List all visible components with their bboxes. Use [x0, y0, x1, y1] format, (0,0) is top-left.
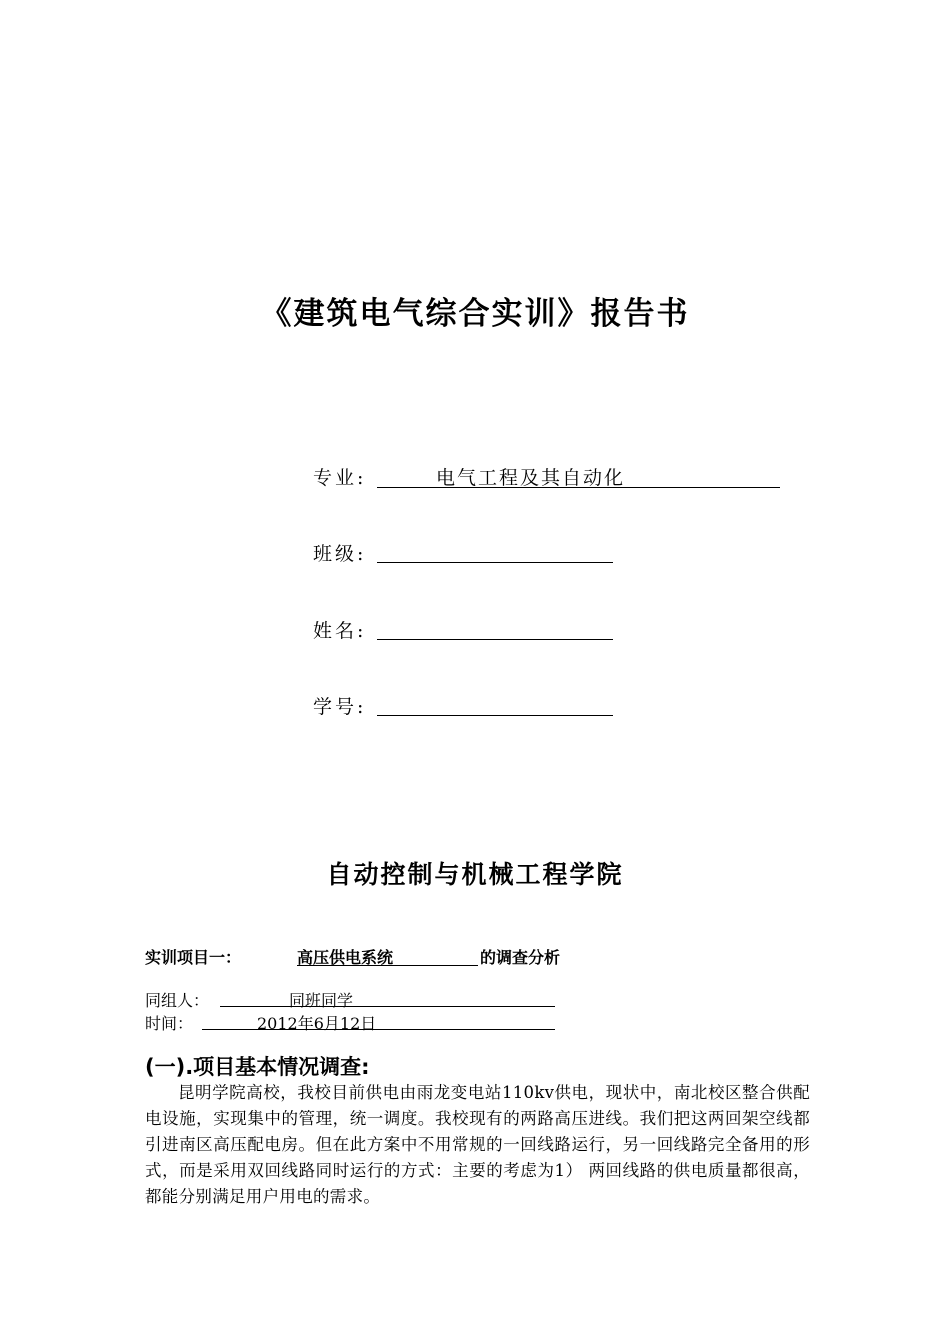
section-paragraph: 昆明学院高校，我校目前供电由雨龙变电站110kv供电，现状中，南北校区整合供配电设施，实现集中的管理，统一调度。我校现有的两路高压进线。我们把这两回架空线都引进南区高压配电房。但在此方案中不用常规的一回线路运行，另一回线路完全备用的形式，而是采用双回线路同时运行的方式：主要的考虑为1） 两回线路的供电质量都很高，都能分别满足用户用电的需求。 — [145, 1083, 810, 1206]
section-heading: (一).项目基本情况调查: — [145, 1055, 370, 1079]
name-label: 姓名: — [313, 620, 367, 642]
project-prefix: 实训项目一： — [145, 948, 242, 967]
group-underline — [220, 986, 555, 1007]
major-value: 电气工程及其自动化 — [436, 467, 626, 489]
student-id-label: 学号: — [313, 696, 367, 718]
class-label: 班级: — [313, 543, 367, 565]
time-underline — [202, 1009, 555, 1030]
project-name: 高压供电系统 — [297, 948, 394, 967]
project-suffix: 的调查分析 — [480, 948, 561, 967]
name-underline — [377, 613, 613, 640]
group-label: 同组人： — [145, 991, 210, 1010]
student-id-underline — [377, 689, 613, 716]
class-underline — [377, 536, 613, 563]
report-title: 《建筑电气综合实训》报告书 — [260, 296, 690, 332]
time-label: 时间： — [145, 1014, 194, 1033]
major-label: 专业: — [313, 467, 367, 489]
time-value: 2012年6月12日 — [257, 1014, 377, 1033]
school-name: 自动控制与机械工程学院 — [326, 860, 624, 889]
group-value: 同班同学 — [289, 991, 354, 1010]
